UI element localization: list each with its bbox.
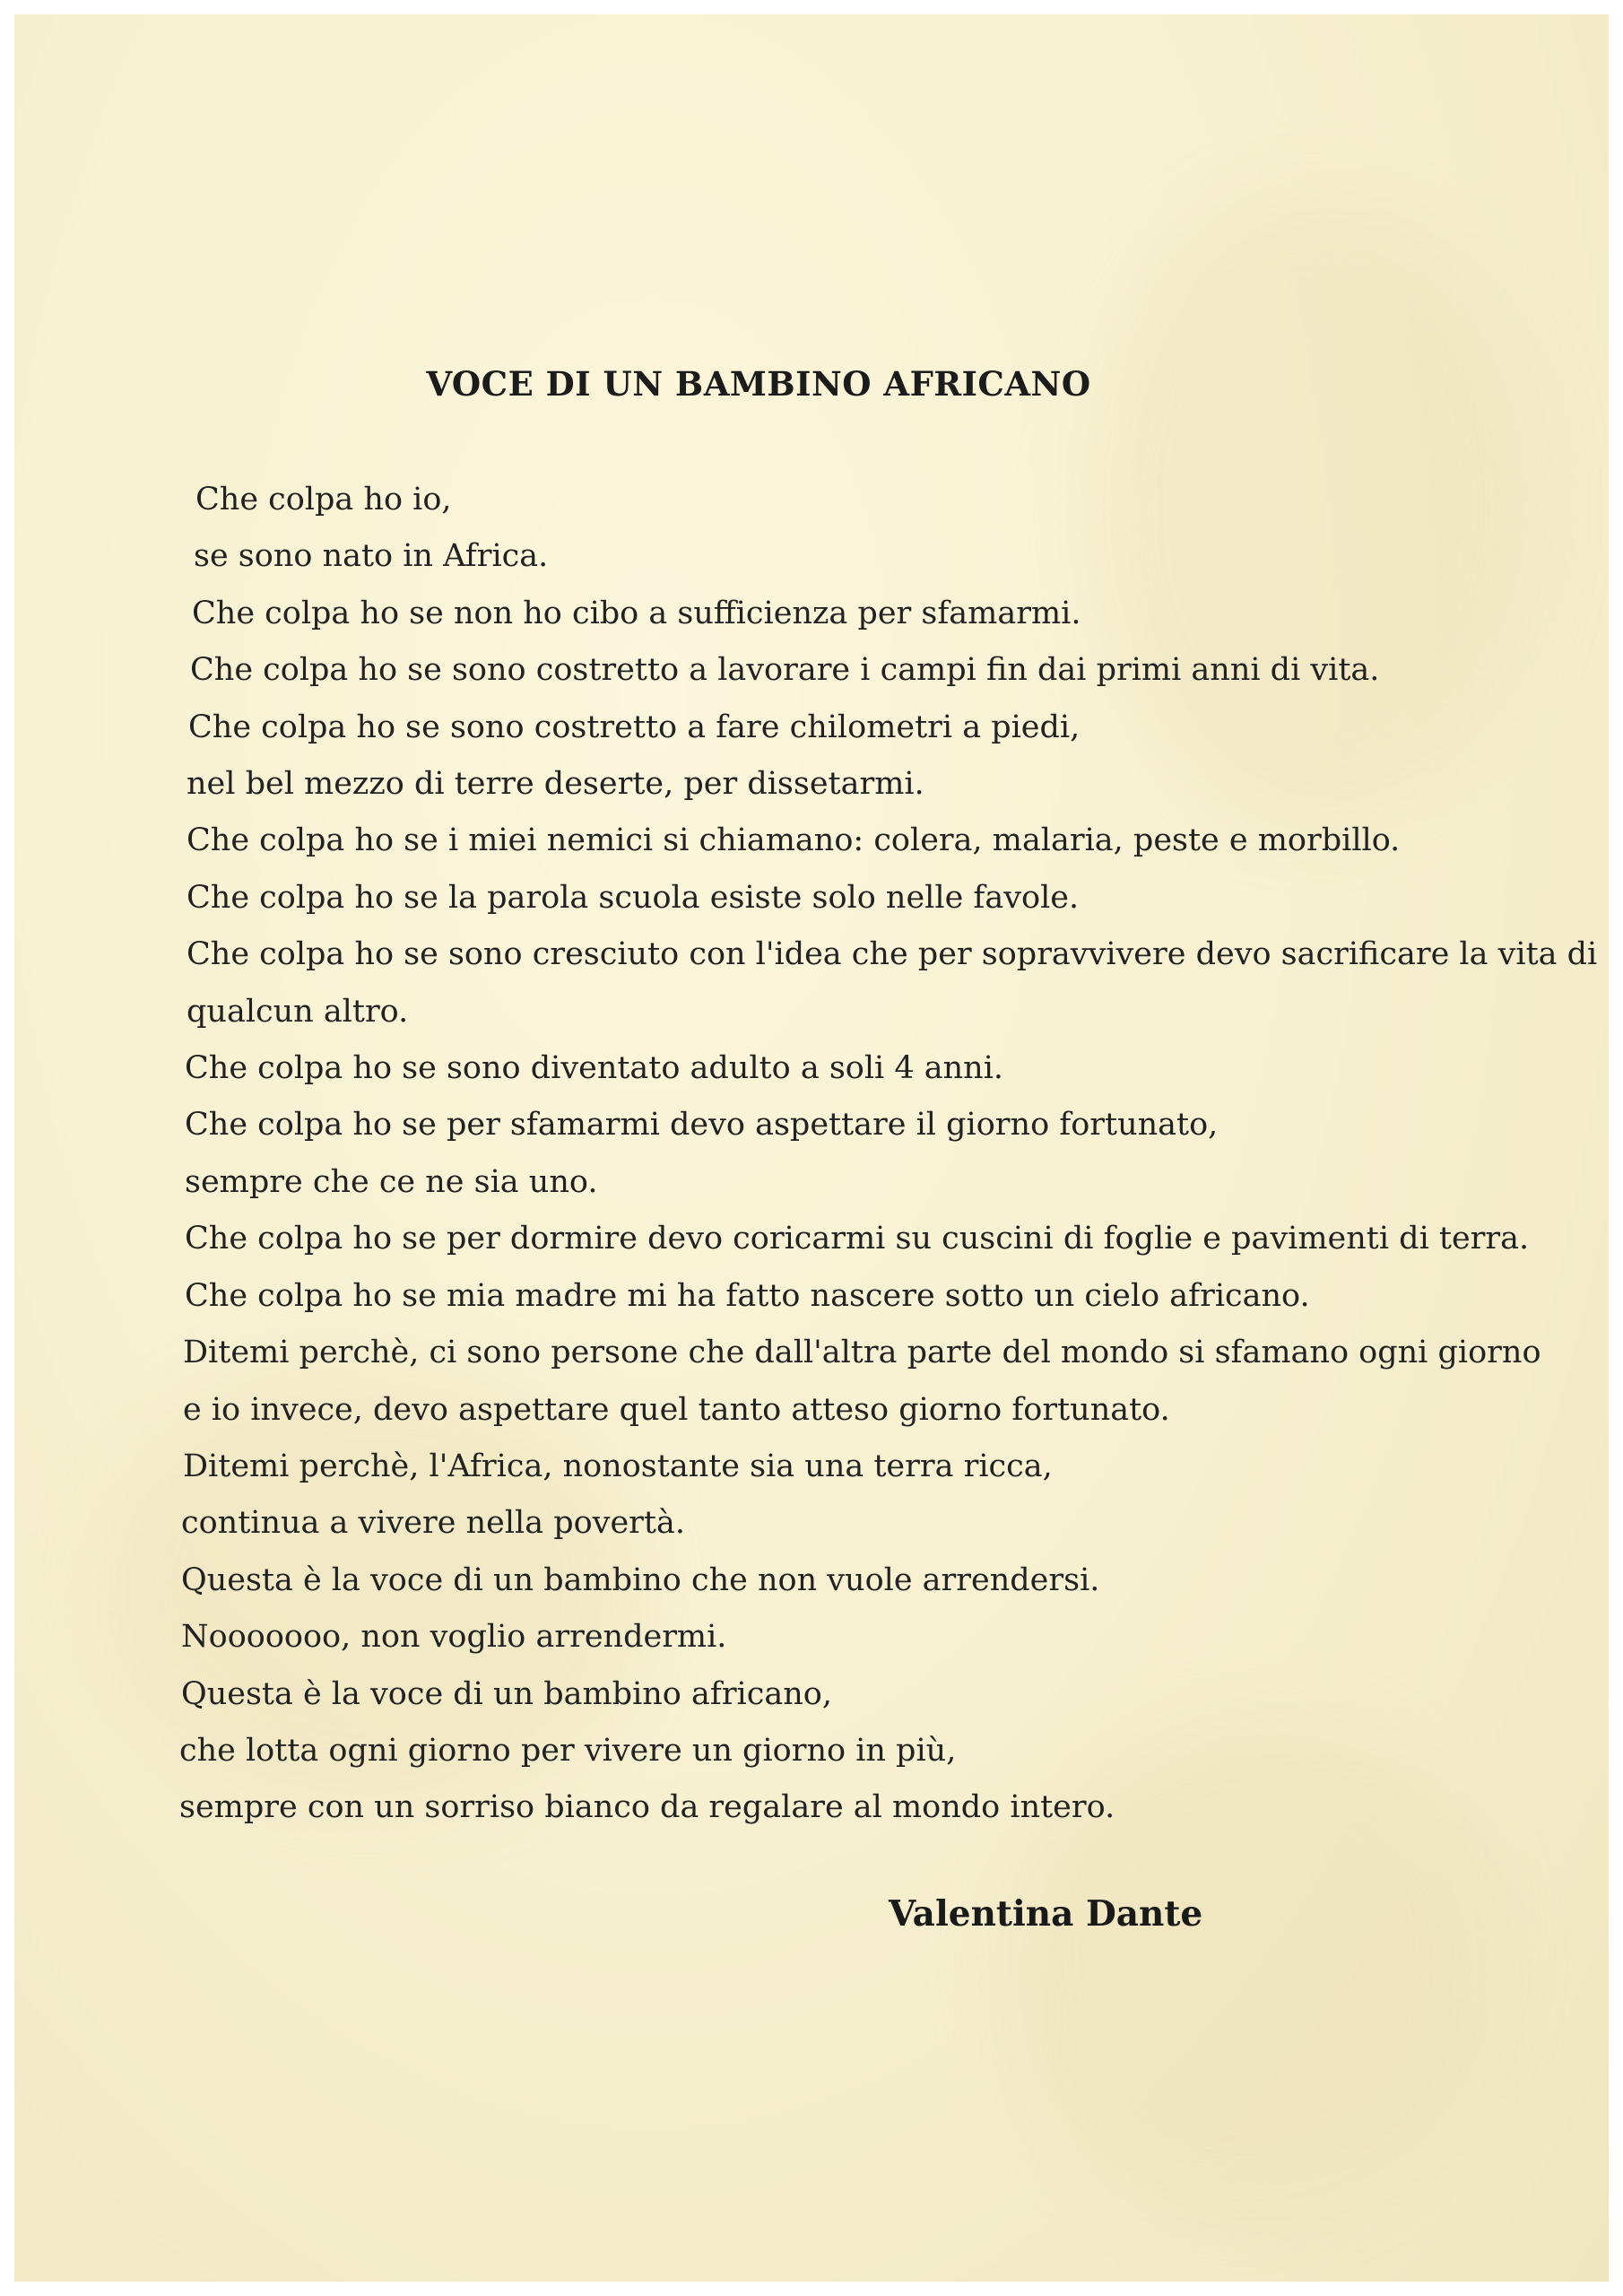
poem-line: Che colpa ho se sono costretto a fare chilometri a piedi,	[188, 709, 1081, 745]
poem-line: Che colpa ho se per dormire devo coricarmi su cuscini di foglie e pavimenti di terra.	[185, 1221, 1530, 1257]
poem-line: Ditemi perchè, ci sono persone che dall'altra parte del mondo si sfamano ogni giorno	[183, 1335, 1541, 1371]
poem-line: Nooooooo, non voglio arrendermi.	[181, 1619, 727, 1656]
parchment-page	[14, 14, 1609, 2282]
poem-title: VOCE DI UN BAMBINO AFRICANO	[426, 364, 1091, 404]
poem-line: Che colpa ho se mia madre mi ha fatto nascere sotto un cielo africano.	[185, 1277, 1310, 1314]
poem-line: Che colpa ho se sono diventato adulto a soli 4 anni.	[185, 1050, 1004, 1087]
author-signature: Valentina Dante	[889, 1893, 1203, 1935]
poem-line: Che colpa ho se per sfamarmi devo aspettare il giorno fortunato,	[185, 1107, 1219, 1144]
poem-line: e io invece, devo aspettare quel tanto atteso giorno fortunato.	[183, 1391, 1170, 1428]
poem-line: Che colpa ho se la parola scuola esiste solo nelle favole.	[187, 879, 1080, 916]
poem-line: sempre con un sorriso bianco da regalare al mondo intero.	[179, 1789, 1115, 1826]
poem-line: qualcun altro.	[187, 993, 409, 1030]
poem-line: Che colpa ho se sono costretto a lavorare i campi fin dai primi anni di vita.	[190, 652, 1380, 689]
poem-line: Questa è la voce di un bambino che non vuole arrendersi.	[181, 1561, 1100, 1598]
poem-line: Che colpa ho io,	[195, 482, 452, 517]
poem-line: sempre che ce ne sia uno.	[185, 1163, 598, 1200]
poem-line: che lotta ogni giorno per vivere un giorno in più,	[179, 1732, 957, 1769]
poem-line: se sono nato in Africa.	[194, 538, 549, 575]
poem-line: continua a vivere nella povertà.	[181, 1505, 685, 1542]
poem-body	[176, 472, 1598, 1837]
poem-line: Questa è la voce di un bambino africano,	[181, 1675, 832, 1712]
poem-line: Che colpa ho se i miei nemici si chiamano: colera, malaria, peste e morbillo.	[187, 822, 1401, 859]
poem-line: Che colpa ho se sono cresciuto con l'idea che per sopravvivere devo sacrificare la vita di	[187, 936, 1598, 973]
poem-line: Che colpa ho se non ho cibo a sufficienza per sfamarmi.	[192, 595, 1081, 631]
poem-line: nel bel mezzo di terre deserte, per dissetarmi.	[187, 766, 924, 803]
poem-line: Ditemi perchè, l'Africa, nonostante sia una terra ricca,	[183, 1448, 1053, 1484]
